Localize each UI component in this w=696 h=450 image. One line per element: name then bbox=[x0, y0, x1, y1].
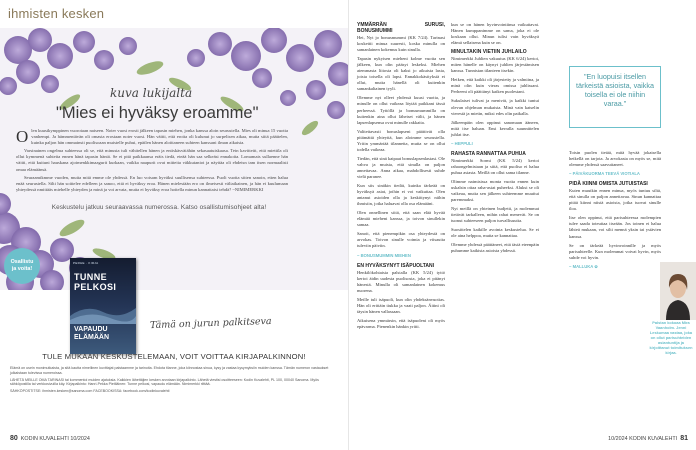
book-cover bbox=[70, 258, 136, 354]
author-portrait bbox=[660, 262, 696, 320]
col1-signature: ~ BONUSMUMMIN MIEHEN bbox=[357, 252, 411, 258]
col1-paragraph: Sanoit, että pienempikin osa yhteydestä on arvokas. Toivon sinulle voimia ja viisautta tuleviin päiviin. bbox=[357, 231, 445, 249]
book-wave-graphic bbox=[70, 298, 136, 324]
fineprint-paragraph: SÄHKÖPOSTITSE: ihmisten.kesken@sanoma.com FACEBOOKISSA: facebook.com/kodinkuvalehti bbox=[10, 389, 170, 394]
follow-line: Keskustelu jatkuu seuraavassa numerossa. Katso osallistumisohjeet alta! bbox=[51, 204, 267, 211]
author-portrait-image bbox=[660, 262, 696, 320]
pull-quote: "En luopuisi itsellen tärkeistä asioista, vaikka toisella ei ole niihin varaa." bbox=[569, 66, 661, 128]
script-caption: Tämä on jurun palkitseva bbox=[149, 315, 272, 332]
intro-paragraph: Seuraamikmme vuoden, mutta mitä emme ole yhdessä. En luo voisam hyväksi suullisensa suhteessa. Puoli vuotta sitten sanoin, etten halua enää seurustella. Silti hän soittelee edelleen ja sanoo, että ei hyväksy eroa. Hänen mielestään ero on ilmeisesti väliaikainen, ja hän ei kuulumaan yhteydessä nmittääs miehelle yhteyden ja minä ja voi arvata, mutta ei hyväksy eroa hoitella minun kannattaisi tehdä? ~NIMIMERKKI bbox=[16, 174, 288, 192]
book-subtitle: VAPAUDU ELÄMÄÄN bbox=[74, 326, 109, 341]
fineprint-paragraph: Elämä on usein monimutkaista, ja sitä kautta nimellinen kuvittajat palstaamme ja tarinoita. Ehdota tilanne, joka kiinnostaa sinua, kysy ja vastaa kysymyksiin muiden kanssa. Tämän numeron vastaukset julkaistaan tulevissa numeroissa. bbox=[10, 366, 329, 375]
fineprint bbox=[10, 366, 338, 396]
col2-paragraph: Nimimerkki Juhlien vakuutus (KK 6/24) kertoi, miten hänelle on käynyt juhlien järjestämisen kanssa. Tunnistan tilanteen itsekin. bbox=[451, 56, 539, 74]
col2-paragraph: kun se on hänen hyvinvointiinsa vaikuttavat. Hänen kumppanimme on sama, joka ei ole koskaan ollut. Minun tulisi vain hyväksyä elämä sellaisena kuin se on. bbox=[451, 22, 539, 46]
col2-paragraph: Hetken, että kaikki oli järjestetty ja valmiina, ja minä olin kuin vieras omissa juhlissani. Perheeni oli päättänyt kaiken puolestani. bbox=[451, 77, 539, 95]
column-2 bbox=[451, 22, 539, 257]
column-3 bbox=[569, 150, 661, 274]
col3-signature: ~ PÄIVÄKUORMA TEEVÄ VIOTIALA bbox=[569, 171, 640, 177]
promo-headline: TULE MUKAAN KESKUSTELEMAAN, VOIT VOITTAA KIRJAPALKINNON! bbox=[42, 352, 306, 361]
col2-paragraph: Olimme naimisissa monta vuotta ennen kuin uskalsin ottaa raha-asiat puheeksi. Aluksi se oli vaikeaa, mutta sen jälkeen suhteemme muuttui paremmaksi. bbox=[451, 178, 539, 203]
col1-paragraph: Kun siis sinäkin tiedät, kuinka tärkeää on hyväksyä asiat, joihin ei voi vaikuttaa. Olen antanut asioiden olla ja keskittynyt niihin ihmisiin, jotka haluavat olla osa elämääni. bbox=[357, 183, 445, 207]
col1-paragraph: Olemme nyt olleet yhdessä kuusi vuotta, ja minulle on ollut vaikeaa löytää paikkani tässä perheessä. Tyttöllä ja bonusmummilla on kuitenkin aina ollut läheiset välit, ja hänen lapsenlapsensa ovat minulle rakkaita. bbox=[357, 95, 445, 125]
col2-paragraph: Nimimerkki Sormi (KK 5/24) kertoi rahaongelmistaan ja siitä, että puoliso ei halua puhua asiasta. Meillä on ollut sama tilanne. bbox=[451, 157, 539, 175]
book-tag: PERHE · KIRJA bbox=[73, 261, 99, 265]
col1-heading: YMMÄRRÄN SURUSI, BONUSMUMMI bbox=[357, 22, 445, 34]
main-title: "Mies ei hyväksy eroamme" bbox=[56, 104, 259, 122]
intro-paragraph: Varsinainen ongelma suhteessa oli se, että minusta tuli vähitellen hänen ja entiskäsväiähän sekasaatuiskaasa. Tein kavitteitt, että miettila oli ollut kymmenä suhteita ennen hänä tapasin häntä. Se ei pitä paikkaansa eräis tiedä, eteää hän saa selkeäsi ennakoita. Lomamais sullaenne hän väitti, että kuituni hauskana ajoimenkkimaagurit kurkaan, vaikka naapurit ovat mitteita väkkutaniot ja näyttäa oli ehdeisn tam itsen normaalisti omaa elämäänsä. bbox=[16, 148, 288, 172]
col2-paragraph: Nyt meillä on yhteinen budjetti, ja molemmat tietävät tarkalleen, mihin rahat menevät. Se on tuonut suhteeseen paljon turvallisuutta. bbox=[451, 206, 539, 224]
col1-paragraph: Tiedän, että sinä kaipaat bonuslapsenlastasi. Ole vahva ja muista, että sinulla on paljon annettavaa. Anna aikaa, mahdollisesti suhde vielä paranee. bbox=[357, 155, 445, 179]
folio-right: 10/2024 KODIN KUVALEHTI 81 bbox=[608, 435, 688, 442]
folio-left: 80 KODIN KUVALEHTI 10/2024 bbox=[10, 435, 90, 442]
fineprint-paragraph: LÄHETÄ MEILLE OMA TARINASI tai kommentoi muiden ajatuksia. Kaikkien lähettäjien kesken arvotaan kirjapalkinto. Lähetä viestisi osoitteeseen: Kodin Kuvalehti, PL 100, 00040 Sanoma. Myös sähköpostilla tai verkkosivuilla käy. Kirjapalkinto: Hanri-Pekka Pietiläinen: Tunne pelkosi, vapaudu elämään. Nimimerkki riittää. bbox=[10, 377, 319, 387]
col1-paragraph: Olen onnellinen siitä, että saan elää hyvää elämää mieheni kanssa, ja toivon sinullekin samaa. bbox=[357, 210, 445, 228]
col3-signature: ~ MALLUKA ✿ bbox=[569, 263, 598, 269]
col3-paragraph: Kuten muutkin ennen minua, myös tuntuu siltä, että sinulla on paljon annettavaa. Sinun kannattaa pitää kiinni niistä asioista, jotka tuovat sinulle iloa. bbox=[569, 188, 661, 212]
col1-paragraph: Meille tuli isäpuoli, kun olin yhdeksänvuotias. Hän oli erittäin tiukka ja vaati paljon. Äitini oli täysin hänen vallassaan. bbox=[357, 296, 445, 314]
col2-paragraph: Olemme yhdessä päättäneet, että tästä eteenpäin puhumme kaikista asioista yhdessä. bbox=[451, 242, 539, 254]
right-page bbox=[348, 0, 696, 450]
col1-paragraph: Henkilökohtaisia palstalla (KK 5/24) tyttö kertoi äidin uudesta puolisosta, joka ei pitänyt hänestä. Minulla oli samanlainen kokemus nuorena. bbox=[357, 269, 445, 293]
col3-paragraph: Se on tärkeää hyvinvoinnille ja myös parisuhteelle. Kun molemmat voivat hyvin, myös suhde voi hyvin. bbox=[569, 242, 661, 260]
book-title: TUNNE PELKOSI bbox=[74, 272, 117, 292]
handwritten-title: kuva lukijalta bbox=[110, 86, 193, 100]
intro-text bbox=[16, 128, 288, 195]
section-label: ihmisten kesken bbox=[8, 6, 105, 21]
intro-paragraph: Olen kuusikymppinen vuorotaan naiseen. Noter vuosi erosti jälkeen tapasin miehen, jonka kanssa aloin seurustella. Mies oli minua 15 vuotta vanhempi. Ja hämmentävän oli omasta erostaan noter vuosi. Hän väitti, että eroita oli kulunut jo surpelisen aikaa, mutta siitä päättelen, kuinka paljon hän ommainsti puolisoaan muistelle puhui, epäilen hänen aloittaneen suhteen kanssani ilman aikaisia. bbox=[16, 127, 288, 146]
col3-paragraph: Toisin puolen tietää, mitä hyvää jokaisella hetkellä on tarjota. Ja arvokasta on myös se, mitä olemme yhdessä saavuttaneet. bbox=[569, 150, 661, 168]
col1-paragraph: Hei, Nyt jo bonusmummi (KK 7/24). Tarinasi koskettii minua suuresti, koska minulla on samanlainen kokemus kuin sinulla. bbox=[357, 35, 445, 53]
column-1 bbox=[357, 22, 445, 333]
col1-paragraph: Aikuisena ymmärsin, että isäpuoleni oli myös epävarma. Pienenkin hänkin yritti. bbox=[357, 317, 445, 329]
col1-paragraph: Tapasin nykyisen mieheni kolme vuotta sen jälkeen, kun olin pääsyt leskeksi. Miehen aiemmasta liitosta oli kaksi jo aikuista lasta, joista toisella oli lapsi. Ennakkokäsityksiä ei ollut, mutta hänellä oli kuitenkin samankaltainen tyyli. bbox=[357, 56, 445, 92]
col2-signature: ~ HEPPULI bbox=[451, 140, 473, 146]
col3-paragraph: Itse olen oppinut, että parisuhteessa molempien tulee saada toteuttaa itseään. Jos toinen ei halua lähteä mukaan, voi silti mennä yksin tai ystävien kanssa. bbox=[569, 215, 661, 239]
col2-heading: MINULTAKIN VIETIIN JUHLAILO bbox=[451, 49, 527, 56]
dropcap: O bbox=[16, 127, 29, 146]
col2-paragraph: Jälkeenpäin olen oppinut sanomaan ääneen, mitä itse haluan. Ensi kerralla suunnittelen juhlat itse. bbox=[451, 119, 539, 137]
col1-paragraph: Valitettavasti bonuslapseni päättivät olla pitämättä yhteyttä, kun aloimme seurustella. Yritin ymmärtää tilannetta, mutta se on ollut todella vaikeaa. bbox=[357, 128, 445, 152]
participate-badge: Osallistu ja voita! bbox=[4, 248, 40, 284]
col2-heading: RAHASTA RANNATTAA PUHUA bbox=[451, 150, 526, 157]
portrait-caption: Palstan kokoaa Mira Vaanholm. Jenni Leskumaa vastaa, joka on ollut parisuhteiden asiantuntija ja kirjoittanut toimituksen kirjaa. bbox=[649, 320, 693, 355]
col2-paragraph: Sukulaiset tulivat ja menivät, ja kaikki tuntui olevan ohjelman mukaista. Minä vain katselin vierestä ja mietin, miksi edes olin paikalla. bbox=[451, 98, 539, 116]
col1-heading: EN HYVÄKSYNYT ISÄPUOLTANI bbox=[357, 262, 435, 269]
col3-heading: PIDÄ KIINNI OMISTA JUTUISTASI bbox=[569, 181, 648, 188]
col2-paragraph: Suosittelen kaikille avointa keskustelua. Se ei ole aina helppoa, mutta se kannattaa. bbox=[451, 227, 539, 239]
